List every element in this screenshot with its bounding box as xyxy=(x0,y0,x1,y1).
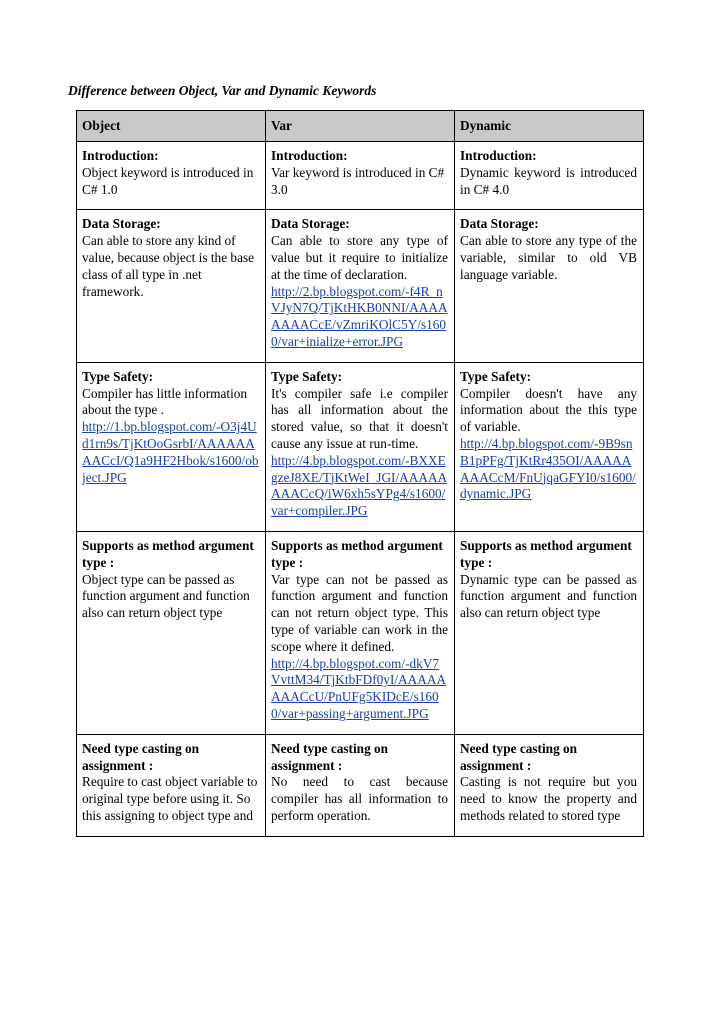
screenshot-link[interactable]: http://4.bp.blogspot.com/-9B9snB1pPFg/TjKtRr435OI/AAAAAAAACcM/FnUjqaGFYI0/s1600/dynamic.JPG xyxy=(460,435,636,502)
table-row-introduction xyxy=(77,142,644,210)
cell-text: Casting is not require but you need to know the property and methods related to stored type xyxy=(460,774,637,823)
screenshot-link[interactable]: http://4.bp.blogspot.com/-dkV7VvttM34/TjKtbFDf0yI/AAAAAAAACcU/PnUFg5KIDcE/s1600/var+passing+argument.JPG xyxy=(271,655,447,721)
cell-text: Var type can not be passed as function argument and function can not return object type. This type of variable can work in the scope where it defined. xyxy=(271,571,448,654)
cell-heading: Introduction: xyxy=(82,148,159,163)
header-var: Var xyxy=(266,111,455,142)
cell-var-type-safety xyxy=(266,362,455,531)
cell-heading: Type Safety: xyxy=(271,368,343,384)
cell-text: Dynamic keyword is introduced in C# 4.0 xyxy=(460,164,637,197)
cell-dynamic-type-casting xyxy=(455,734,644,836)
table-row-type-casting xyxy=(77,734,644,836)
table-row-type-safety xyxy=(77,362,644,531)
cell-dynamic-data-storage xyxy=(455,210,644,362)
cell-heading: Type Safety: xyxy=(460,368,532,384)
cell-heading: Introduction: xyxy=(271,148,348,163)
cell-text: Var keyword is introduced in C# 3.0 xyxy=(271,164,445,197)
screenshot-link[interactable]: http://4.bp.blogspot.com/-BXXEgzeJ8XE/TjKtWeI_JGI/AAAAAAAACcQ/iW6xh5sYPg4/s1600/var+compiler.JPG xyxy=(271,452,448,519)
cell-heading: Supports as method argument type : xyxy=(82,537,254,570)
document-title: Difference between Object, Var and Dynamic Keywords xyxy=(68,83,377,98)
cell-heading: Supports as method argument type : xyxy=(271,537,443,570)
cell-text: Can able to store any kind of value, because object is the base class of all type in .net framework. xyxy=(82,233,255,299)
table-row-method-argument xyxy=(77,531,644,734)
cell-heading: Need type casting on assignment : xyxy=(460,740,578,773)
cell-text: It's compiler safe i.e compiler has all information about the stored value, so that it doesn't cause any issue at run-time. xyxy=(271,385,448,451)
header-dynamic: Dynamic xyxy=(455,111,644,142)
cell-var-introduction xyxy=(266,142,455,210)
cell-heading: Data Storage: xyxy=(460,216,539,232)
comparison-table xyxy=(76,110,644,837)
cell-dynamic-introduction xyxy=(455,142,644,210)
cell-heading: Data Storage: xyxy=(271,216,350,232)
cell-text: Dynamic type can be passed as function argument and function also can return object type xyxy=(460,571,637,621)
cell-text: Can able to store any type of value but it require to initialize at the time of declaration. xyxy=(271,233,448,282)
cell-heading: Need type casting on assignment : xyxy=(82,740,200,773)
cell-text: No need to cast because compiler has all information to perform operation. xyxy=(271,774,448,823)
cell-text: Compiler has little information about the type . xyxy=(82,385,248,418)
table-row-data-storage xyxy=(77,210,644,362)
cell-object-introduction xyxy=(77,142,266,210)
cell-text: Can able to store any type of the variable, similar to old VB language variable. xyxy=(460,233,637,282)
cell-var-method-argument xyxy=(266,531,455,734)
cell-dynamic-method-argument xyxy=(455,531,644,734)
cell-object-type-casting xyxy=(77,734,266,836)
cell-text: Object type can be passed as function argument and function also can return object type xyxy=(82,571,250,621)
cell-var-type-casting xyxy=(266,734,455,836)
header-object: Object xyxy=(77,111,266,142)
cell-text: Require to cast object variable to original type before using it. So this assigning to object type and xyxy=(82,774,258,823)
header-row xyxy=(77,111,644,142)
cell-heading: Supports as method argument type : xyxy=(460,537,632,570)
cell-heading: Data Storage: xyxy=(82,216,161,232)
cell-text: Object keyword is introduced in C# 1.0 xyxy=(82,164,254,197)
cell-object-method-argument xyxy=(77,531,266,734)
cell-object-data-storage xyxy=(77,210,266,362)
screenshot-link[interactable]: http://1.bp.blogspot.com/-O3j4Ud1rn9s/TjKtOoGsrbI/AAAAAAAACcI/Q1a9HF2Hbok/s1600/object.JPG xyxy=(82,419,259,485)
cell-object-type-safety xyxy=(77,362,266,531)
cell-text: Compiler doesn't have any information about the this type of variable. xyxy=(460,385,637,435)
cell-dynamic-type-safety xyxy=(455,362,644,531)
screenshot-link[interactable]: http://2.bp.blogspot.com/-f4R_nVJyN7Q/TjKtHKB0NNI/AAAAAAAACcE/vZmriKOlC5Y/s1600/var+inialize+error.JPG xyxy=(271,283,448,349)
cell-heading: Need type casting on assignment : xyxy=(271,740,389,773)
cell-heading: Type Safety: xyxy=(82,368,154,384)
cell-heading: Introduction: xyxy=(460,148,537,163)
cell-var-data-storage xyxy=(266,210,455,362)
